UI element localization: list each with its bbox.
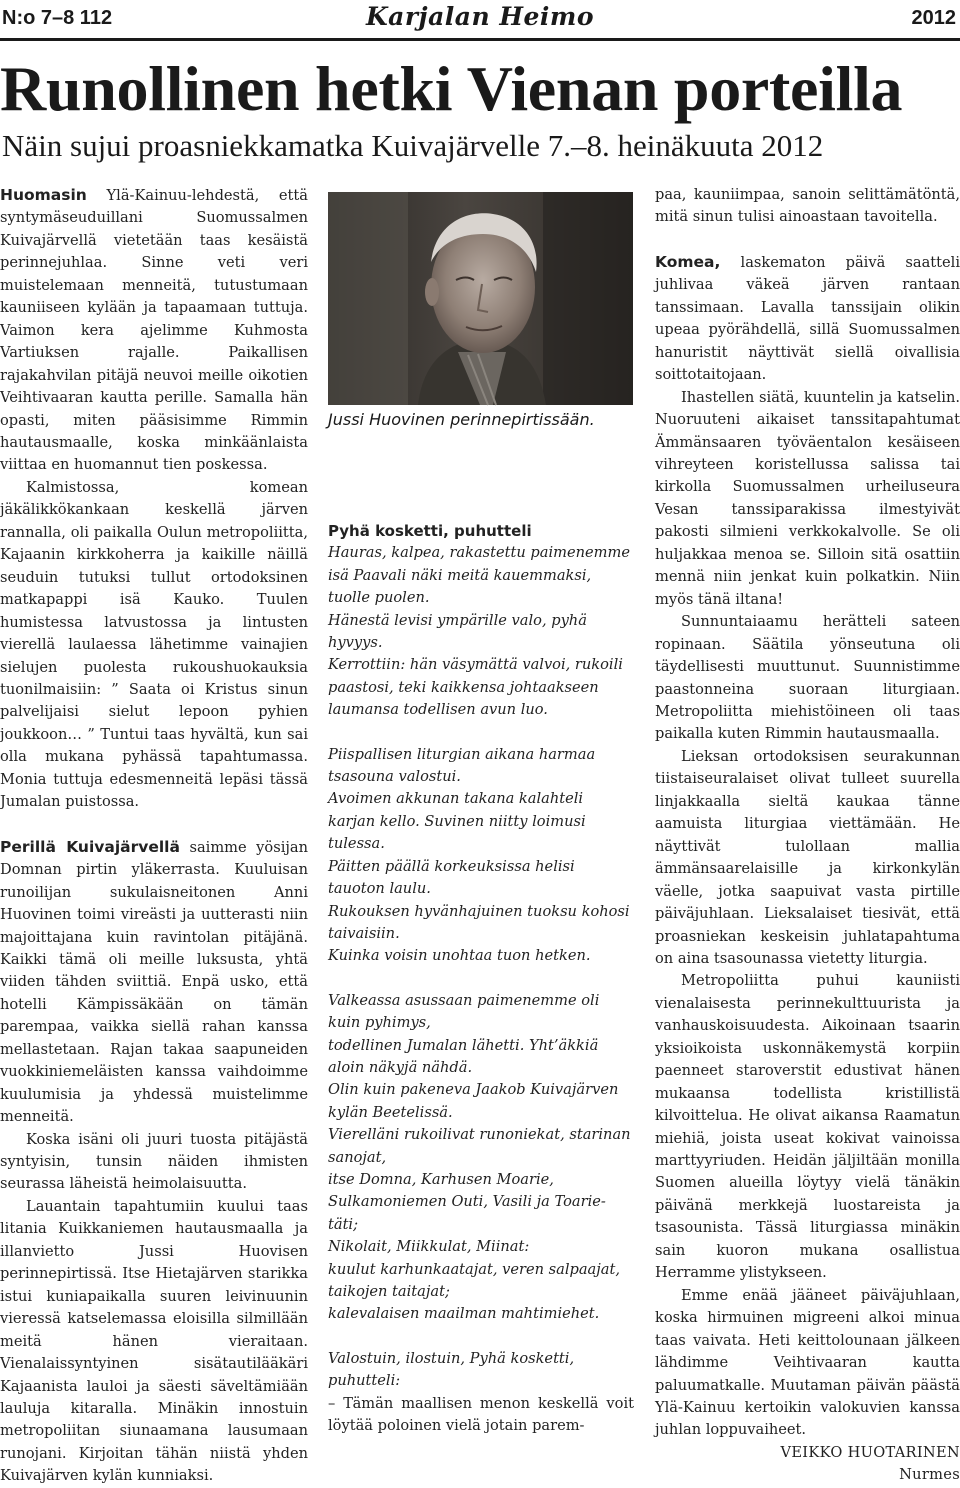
issue-number: N:o 7–8 112 — [2, 7, 113, 29]
poem-line: Hänestä levisi ympärille valo, pyhä hyvyys. — [328, 611, 587, 652]
poem-line: kalevalaisen maailman mahtimiehet. — [328, 1305, 600, 1323]
paragraph — [0, 184, 308, 477]
poem-line: itse Domna, Karhusen Moarie, Sulkamoniemen Outi, Vasili ja Toarie-täti; — [328, 1170, 606, 1233]
poem-title: Pyhä kosketti, puhutteli — [328, 522, 532, 540]
paragraph: paa, kauniimpaa, sanoin selittämätöntä, mitä sinun tulisi ainoastaan tavoitella. — [655, 186, 960, 226]
author-name: VEIKKO HUOTARINEN — [780, 1443, 960, 1461]
paragraph — [655, 251, 960, 387]
poem-line: Piispallisen liturgian aikana harmaa tsasouna valostui. — [328, 745, 596, 786]
poem-stanza — [328, 542, 634, 721]
issue-year: 2012 — [911, 7, 956, 29]
poem-line: Olin kuin pakeneva Jaakob Kuivajärven kylän Beetelissä. — [328, 1081, 619, 1121]
poem-line: Päitten päällä korkeuksissa helisi tauoton laulu. — [328, 857, 575, 898]
portrait-image — [328, 192, 633, 405]
paragraph — [0, 836, 308, 1129]
paragraph: Kalmistossa, komean jäkälikkökankaan keskellä järven rannalla, oli paikalla Oulun metropoliitta, Kajaanin kirkkoherra ja kaikille näillä seuduin tutuksi tullut ortodoksinen matkapappi isä Kauko. Tuulen humistessa latvustossa ja lintusten vierellä laulaessa lähetimme vainajien sielujen puolesta rukoushuokauksia tuonilmaisiin: ” Saata oi Kristus sinun palvelijaisi sielut lepoon pyhien joukkoon… ” Tuntui taas hyvältä, kun sai olla mukana pyhässä tapahtumassa. Monia tuttuja edesmenneitä lepäsi tässä Jumalan puistossa. — [0, 478, 308, 811]
poem-line: Hauras, kalpea, rakastettu paimenemme isä Paavali näki meitä kauemmaksi, tuolle puolen. — [328, 544, 630, 607]
poem-line: Avoimen akkunan takana kalahteli karjan kello. Suvinen niitty loimusi tulessa. — [328, 790, 586, 853]
poem-stanza — [328, 1348, 634, 1393]
poem-line: Valostuin, ilostuin, Pyhä kosketti, puhutteli: — [328, 1349, 575, 1390]
portrait-photo — [328, 192, 633, 405]
poem-line: kuulut karhunkaatajat, veren salpaajat, taikojen taitajat; — [328, 1260, 620, 1300]
lead-word: Perillä Kuivajärvellä — [0, 837, 180, 856]
lead-word: Komea, — [655, 252, 721, 271]
poem-line: Kerrottiin: hän väsymättä valvoi, rukoili paastosi, teki kaikkensa johtaakseen laumansa todellisen avun luo. — [328, 656, 623, 719]
article-subtitle: Näin sujui proasniekkamatka Kuivajärvelle 7.–8. heinäkuuta 2012 — [2, 128, 824, 163]
poem-line: Nikolait, Miikkulat, Miinat: — [328, 1238, 530, 1256]
poem-line: Valkeassa asussaan paimenemme oli kuin pyhimys, — [328, 991, 600, 1032]
paragraph: Lieksan ortodoksisen seurakunnan tiistaiseuralaiset olivat tulleet suurella linjakkaalla sieltä kaukaa tänne aamuista liturgiaa viettämään. He näyttivät tulollaan mallia ämmänsaarelaisille ja kirkonkylän väelle, jotka saapuivat vasta pirtille päiväjuhlaan. Lieksalaiset tiesivät, että proasniekan keskeisin juhlatapahtuma on aina tsasounassa vietetty liturgia. — [655, 747, 960, 967]
paragraph: Lauantain tapahtumiin kuului taas litania Kuikkaniemen hautausmaalla ja illanvietto Jussi Huovisen perinnepirtissä. Itse Hietajärven starikka istui kuniapaikalla suuren leivinuunin vieressä katselemassa eloisilla silmillään meitä hänen vieraitaan. Vienalaissyntyinen sisätautilääkäri Kajaanista lauloi ja säesti säveltämiään lauluja kitaralla. Minäkin innostuin metropoliitan siunaamana lausumaan runojani. Kirjoitan tähän niistä yhden Kuivajärven kylän kunniaksi. — [0, 1197, 308, 1485]
poem-stanza — [328, 744, 634, 968]
paragraph-text: Ylä-Kainuu-lehdestä, että syntymäseuduillani Suomussalmen Kuivajärvellä vietetään taas kesäistä perinnejuhlaa. Sinne veti veri muistelemaan menneitä, tutustumaan kauniiseen kylään ja tapaamaan tuttuja. Vaimon kera ajelimme Kuhmosta Vartiuksen rajalle. Paikallisen rajakahvilan pitäjä neuvoi meille oikotien Veihtivaaran kautta perille. Samalla hän opasti, miten pääsisimme Rimmin hautausmaalle, koska minkäänlaista viittaa en huomannut tien poskessa. — [0, 187, 308, 474]
paragraph: – Tämän maallisen menon keskellä voit löytää poloinen vielä jotain parem- — [328, 1394, 634, 1435]
column-3 — [655, 184, 960, 1487]
column-1 — [0, 184, 308, 1488]
lead-word: Huomasin — [0, 186, 87, 204]
paragraph-text: saimme yösijan Domnan pirtin yläkerrasta. Kuuluisan runoilijan sukulaisneitonen Anni Huovinen toimi vireästi ja uutterasti niin majoittajana kuin ravintolan pitäjänä. Kaikki tämä oli meille luksusta, yhtä viiden tähden sviittiä. Enpä usko, että hotelli Kämpissäkään on tämän parempaa, vaikka siellä rahan kanssa mellastetaan. Rajan takaa saapuneiden vuokkiniemeläisten kanssa vaihdoimme kuulumisia ja yhdessä muistelimme menneitä. — [0, 838, 308, 1126]
article-title: Runollinen hetki Vienan porteilla — [0, 53, 903, 124]
author-place: Nurmes — [899, 1466, 960, 1484]
poem-line: Kuinka voisin unohtaa tuon hetken. — [328, 947, 591, 965]
paragraph: Sunnuntaiaamu herätteli sateen ropinaan. Säätila yönseutuna oli täydellisesti muuttunut. Suunnistimme paastonneina suoraan liturgiaan. Metropoliitta miehistöineen oli taas paikalla kuten Rimmin hautausmaalla. — [655, 613, 960, 743]
paragraph: Emme enää jääneet päiväjuhlaan, koska hirmuinen migreeni alkoi minua taas vaivata. Heti keittolounaan jälkeen lähdimme Veihtivaaran kautta paluumatkalle. Muutaman päivän päästä Ylä-Kainuu kertoikin valokuvien kanssa juhlan loppuvaiheet. — [655, 1286, 960, 1439]
paragraph: Koska isäni oli juuri tuosta pitäjästä syntyisin, tunsin näiden ihmisten seurassa läheistä heimolaisuutta. — [0, 1130, 308, 1193]
poem-line: Vierelläni rukoilivat runoniekat, starinan sanojat, — [328, 1126, 631, 1166]
paragraph: Ihastellen siätä, kuuntelin ja katselin. Nuoruuteni aikaiset tanssitapahtumat Ämmänsaaren työväentalon kesäiseen vihreyteen koristellussa salissa tai kirkolla Suomussalmen urheiluseura Vesan tanssiparakissa ilmestyivät pakostі silmieni verkkokalvolle. Se oli huljakkaa menoa se. Silloin sitä osattiin mennä niin jenkat kuin polkatkin. Niin myös tänä iltana! — [655, 388, 960, 608]
poem — [328, 542, 634, 1392]
poem-line: todellinen Jumalan lähetti. Yht’äkkiä aloin näkyjä nähdä. — [328, 1036, 599, 1076]
column-2 — [328, 520, 634, 1438]
paragraph: Metropoliitta puhui kauniisti vienalaisesta perinnekulttuurista ja vanhauskoisuudesta. Aikoinaan tsaarin yksioikoista uskonnäkemystä korpiin paenneet staroverstit edustivat hänen mukaansa todellista kristillistä kilvoittelua. He olivat aikansa Raamatun miehiä, joista useat kokivat vainoissa marttyyriuden. Heidän jäljiltään monilla Suomen alueilla löytyy vielä tänäkin päivänä merkkejä luostareista ja tsasounista. Tässä liturgiassa minäkin sain kuoron mukana osallistua Herramme ylistykseen. — [655, 972, 960, 1282]
photo-caption: Jussi Huovinen perinnepirtissään. — [328, 410, 595, 429]
masthead: Karjalan Heimo — [365, 2, 595, 31]
paragraph-text: laskematon päivä saatteli juhlivaa väkeä järven rantaan tanssimaan. Lavalla tanssijain olikin upeaa pyörähdellä, sillä Suomussalmen hanuristit näyttivät siellä oivallisia soittotaitojaan. — [655, 253, 960, 384]
page-header — [0, 0, 960, 40]
header-rule — [0, 38, 960, 41]
poem-stanza — [328, 990, 634, 1326]
poem-line: Rukouksen hyvänhajuinen tuoksu kohosi taivaisiin. — [328, 902, 630, 942]
